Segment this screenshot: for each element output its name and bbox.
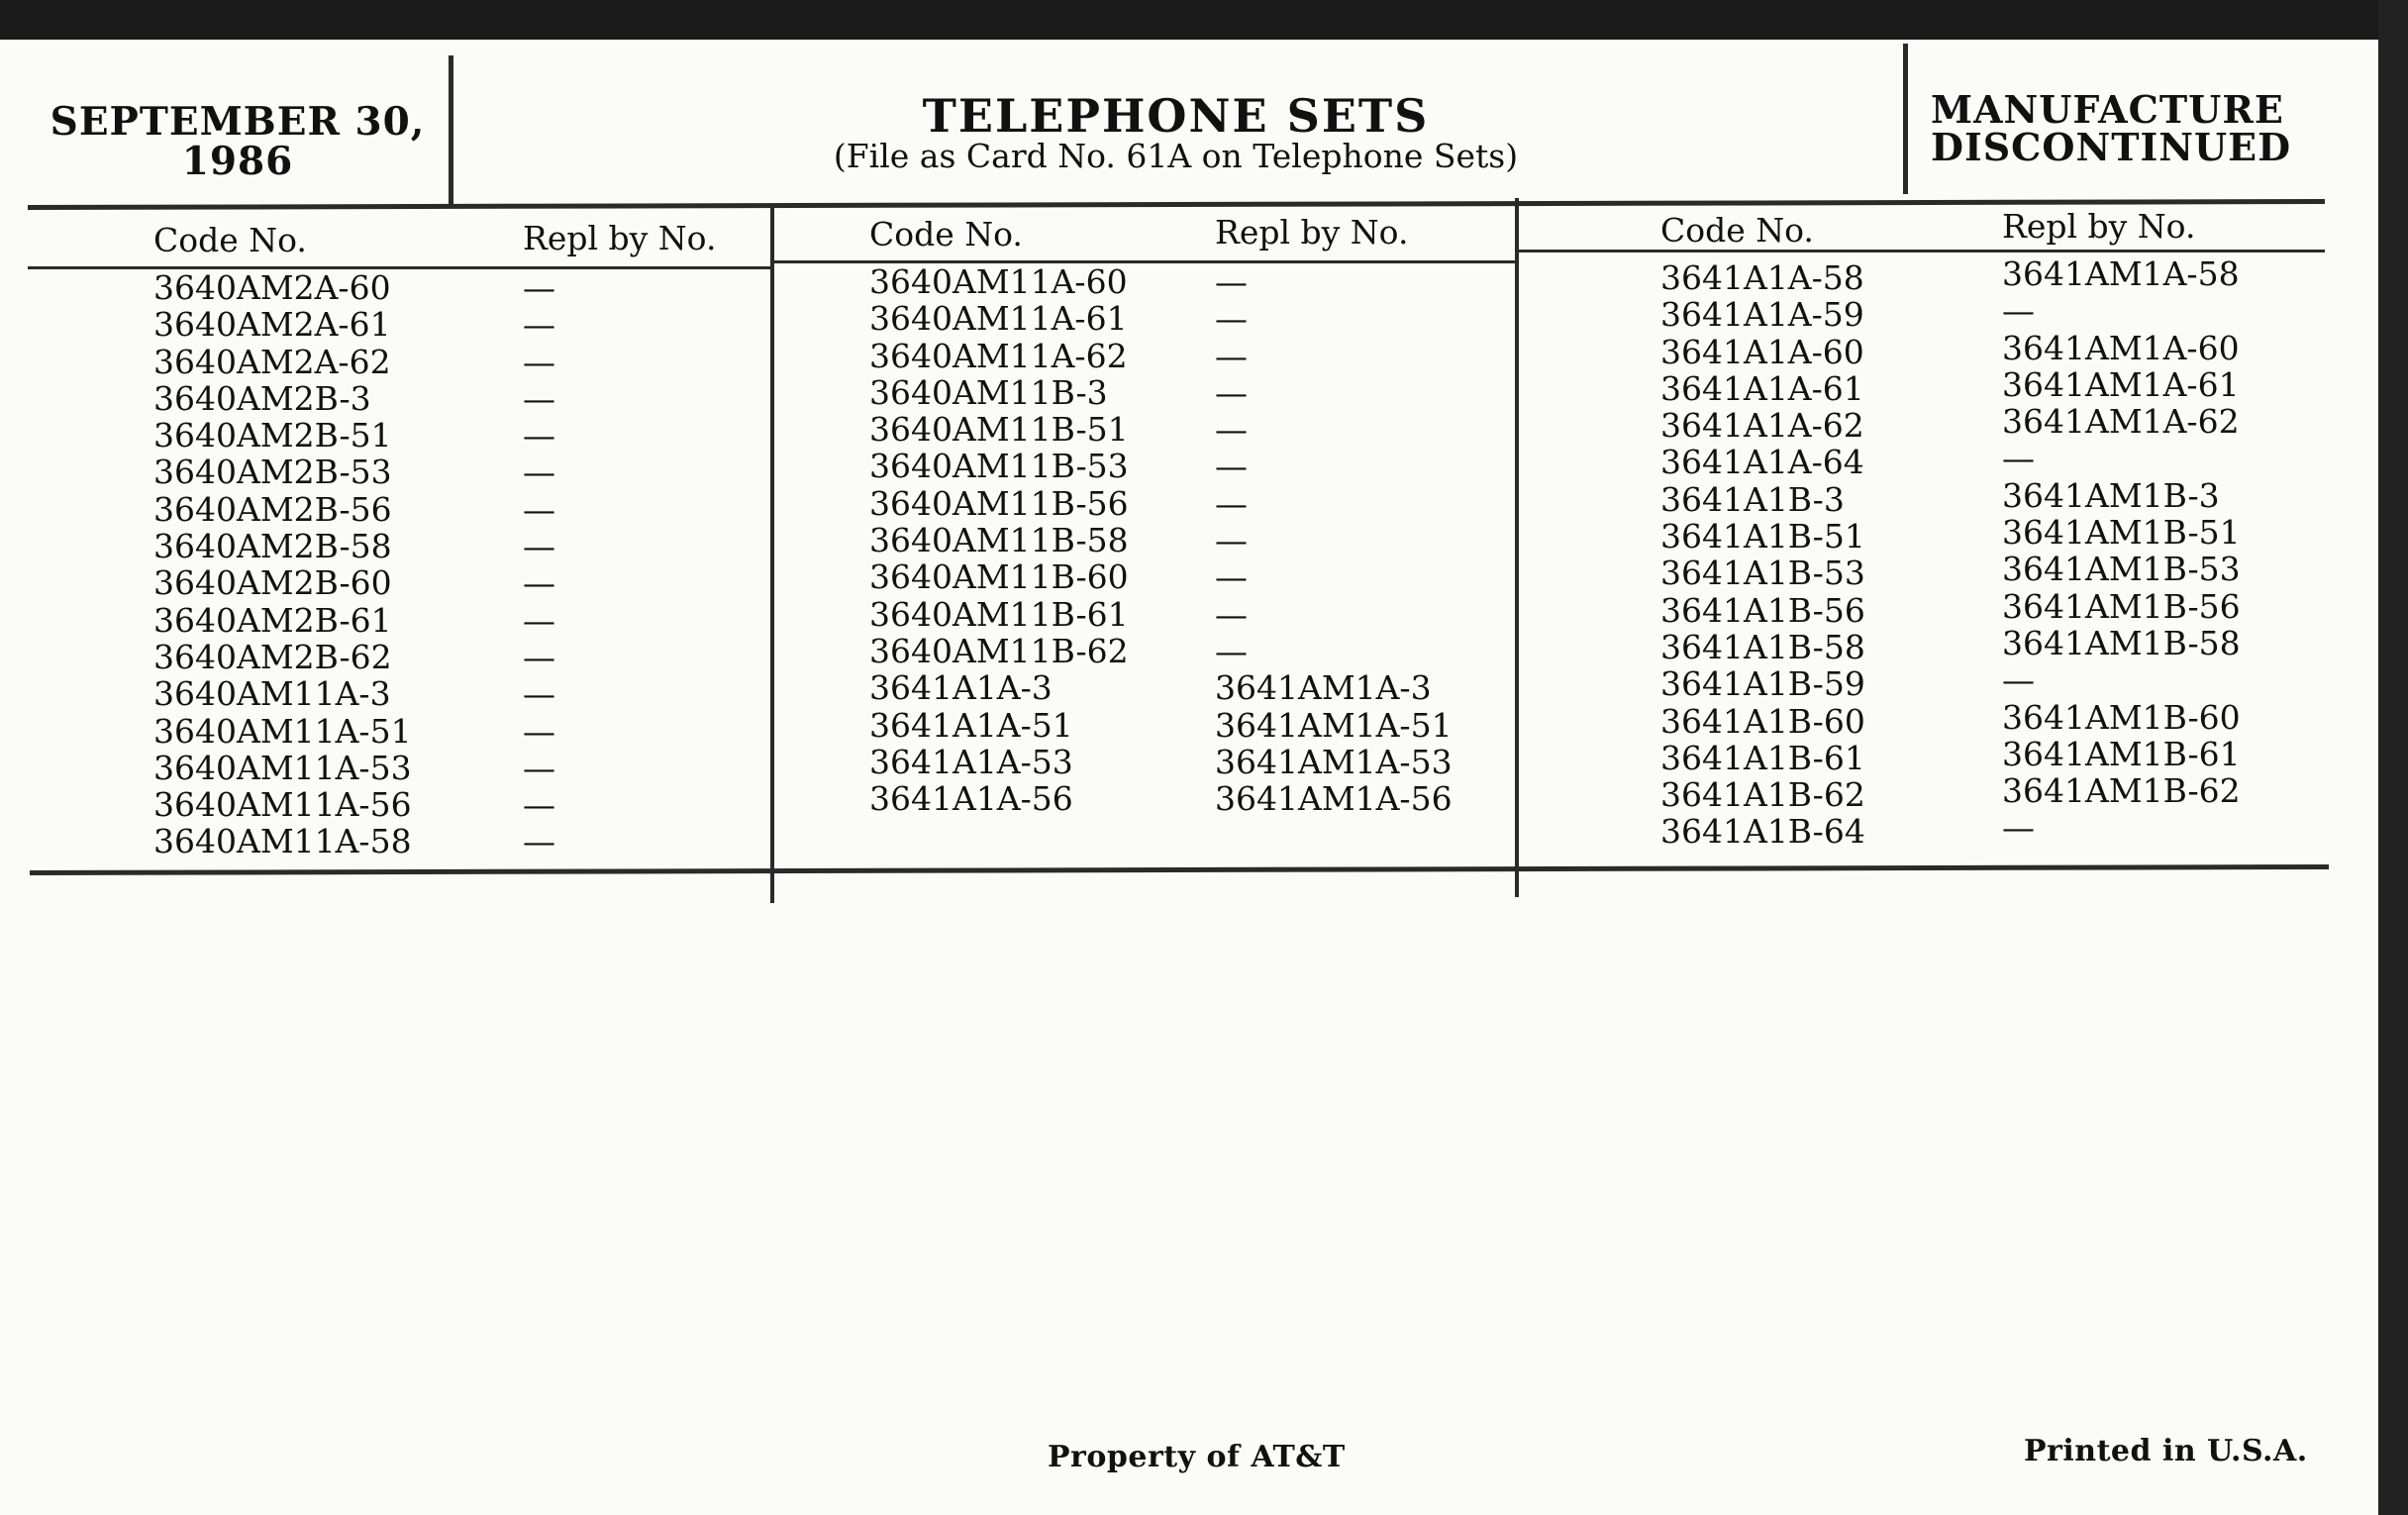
repl-cell: 3641AM1A-62 — [2002, 402, 2240, 442]
code-cell: 3641A1A-3 — [869, 668, 1053, 708]
repl-cell: 3641AM1A-3 — [1215, 668, 1432, 708]
code-cell: 3640AM11A-53 — [153, 748, 412, 787]
code-cell: 3640AM2B-53 — [153, 453, 392, 492]
group-divider-1 — [770, 204, 774, 903]
code-cell: 3640AM2B-61 — [153, 600, 392, 640]
repl-cell: — — [523, 527, 555, 566]
repl-cell: — — [523, 563, 555, 603]
code-cell: 3640AM2B-62 — [153, 637, 392, 676]
date-line-1: SEPTEMBER 30, — [50, 99, 426, 145]
code-cell: 3640AM11B-56 — [869, 483, 1129, 523]
repl-cell: — — [1215, 631, 1248, 670]
index-card — [0, 40, 2378, 1515]
footer-printed: Printed in U.S.A. — [2024, 1434, 2308, 1468]
code-list-3 — [1660, 259, 1865, 851]
code-cell: 3640AM11B-60 — [869, 557, 1129, 597]
code-cell: 3641A1A-53 — [869, 742, 1073, 781]
repl-cell: — — [1215, 372, 1248, 412]
repl-cell: — — [1215, 521, 1248, 560]
code-cell: 3640AM11B-61 — [869, 594, 1129, 634]
footer-property: Property of AT&T — [1048, 1440, 1346, 1474]
code-cell: 3640AM2B-58 — [153, 527, 392, 566]
repl-header-1: Repl by No. — [523, 219, 717, 257]
repl-cell: — — [2002, 660, 2035, 700]
code-cell: 3640AM2A-62 — [153, 342, 391, 381]
code-cell: 3641A1A-51 — [869, 705, 1073, 745]
repl-list-3 — [2002, 255, 2241, 847]
repl-cell: 3641AM1B-62 — [2002, 771, 2241, 811]
code-cell: 3641A1B-3 — [1660, 479, 1845, 519]
repl-cell: — — [523, 416, 555, 455]
repl-cell: — — [523, 489, 555, 529]
repl-cell: 3641AM1B-58 — [2002, 623, 2241, 662]
repl-cell: — — [523, 674, 555, 714]
repl-cell: 3641AM1A-53 — [1215, 742, 1453, 781]
repl-cell: — — [523, 342, 555, 381]
repl-cell: — — [1215, 483, 1248, 523]
repl-cell: 3641AM1A-58 — [2002, 254, 2240, 293]
code-cell: 3640AM11B-51 — [869, 410, 1129, 450]
header-divider-right — [1903, 44, 1908, 194]
status-line-1: MANUFACTURE — [1931, 87, 2284, 132]
code-cell: 3640AM11B-53 — [869, 447, 1129, 486]
code-cell: 3640AM11A-62 — [869, 336, 1128, 375]
code-list-1 — [153, 269, 412, 860]
repl-cell: 3641AM1B-51 — [2002, 513, 2241, 553]
code-cell: 3641A1B-56 — [1660, 590, 1865, 630]
code-cell: 3641A1A-64 — [1660, 443, 1864, 482]
code-cell: 3641A1B-61 — [1660, 738, 1865, 777]
code-cell: 3640AM11A-61 — [869, 299, 1128, 339]
repl-header-2: Repl by No. — [1215, 213, 1409, 252]
repl-cell: 3641AM1A-61 — [2002, 364, 2240, 404]
repl-cell: — — [1215, 594, 1248, 634]
header-divider-left — [449, 55, 453, 204]
repl-cell: — — [523, 378, 555, 418]
repl-cell: — — [1215, 262, 1248, 301]
code-cell: 3641A1A-56 — [869, 779, 1073, 819]
table-bottom-rule — [30, 864, 2329, 875]
code-cell: 3640AM11A-56 — [153, 785, 412, 825]
code-cell: 3641A1A-60 — [1660, 332, 1864, 371]
repl-cell: — — [523, 453, 555, 492]
code-cell: 3640AM11A-60 — [869, 262, 1128, 301]
page-title: TELEPHONE SETS — [922, 89, 1430, 143]
repl-cell: 3641AM1A-56 — [1215, 779, 1453, 819]
repl-cell: — — [523, 637, 555, 676]
code-cell: 3641A1B-60 — [1660, 701, 1865, 741]
repl-header-3: Repl by No. — [2002, 207, 2196, 246]
group-divider-2 — [1515, 198, 1519, 897]
repl-cell: — — [523, 600, 555, 640]
column-header-rule-3 — [1519, 250, 2325, 252]
repl-cell: — — [1215, 447, 1248, 486]
code-cell: 3641A1B-64 — [1660, 812, 1865, 852]
code-cell: 3641A1B-53 — [1660, 554, 1865, 593]
code-cell: 3641A1A-59 — [1660, 295, 1864, 335]
code-header-3: Code No. — [1660, 211, 1814, 250]
repl-cell: — — [523, 268, 555, 307]
repl-cell: — — [2002, 439, 2035, 478]
code-cell: 3640AM2B-60 — [153, 563, 392, 603]
code-cell: 3640AM11A-58 — [153, 822, 412, 861]
repl-cell: — — [523, 305, 555, 345]
repl-cell: — — [2002, 291, 2035, 331]
code-cell: 3640AM11A-51 — [153, 711, 412, 751]
repl-cell: — — [523, 785, 555, 825]
code-cell: 3641A1A-58 — [1660, 258, 1864, 297]
code-header-2: Code No. — [869, 215, 1023, 253]
code-cell: 3640AM2B-56 — [153, 489, 392, 529]
repl-cell: — — [1215, 299, 1248, 339]
repl-cell: 3641AM1A-60 — [2002, 328, 2240, 367]
header-rule — [28, 199, 2325, 210]
repl-cell: — — [1215, 336, 1248, 375]
code-list-2 — [869, 263, 1129, 817]
code-header-1: Code No. — [153, 221, 307, 259]
code-cell: 3640AM11B-58 — [869, 521, 1129, 560]
code-cell: 3641A1B-51 — [1660, 517, 1865, 556]
status-line-2: DISCONTINUED — [1931, 125, 2292, 169]
code-cell: 3640AM11A-3 — [153, 674, 391, 714]
repl-cell: 3641AM1B-56 — [2002, 586, 2241, 626]
code-cell: 3640AM2A-60 — [153, 268, 391, 307]
code-cell: 3640AM2A-61 — [153, 305, 391, 345]
code-cell: 3640AM11B-3 — [869, 372, 1108, 412]
repl-cell: 3641AM1B-61 — [2002, 734, 2241, 773]
repl-list-2 — [1215, 263, 1453, 817]
code-cell: 3641A1B-59 — [1660, 664, 1865, 704]
repl-cell: — — [523, 711, 555, 751]
repl-cell: — — [1215, 557, 1248, 597]
date-line-2: 1986 — [181, 139, 294, 184]
scan-edge — [2378, 0, 2408, 1515]
code-cell: 3640AM11B-62 — [869, 631, 1129, 670]
repl-cell: — — [523, 748, 555, 787]
repl-cell: 3641AM1B-60 — [2002, 697, 2241, 737]
repl-cell: 3641AM1A-51 — [1215, 705, 1453, 745]
repl-list-1 — [523, 269, 555, 860]
repl-cell: — — [2002, 808, 2035, 848]
page-subtitle: (File as Card No. 61A on Telephone Sets) — [833, 137, 1519, 175]
repl-cell: 3641AM1B-53 — [2002, 550, 2241, 589]
code-cell: 3641A1B-58 — [1660, 627, 1865, 666]
code-cell: 3641A1B-62 — [1660, 775, 1865, 815]
repl-cell: 3641AM1B-3 — [2002, 475, 2220, 515]
code-cell: 3641A1A-62 — [1660, 406, 1864, 446]
code-cell: 3640AM2B-51 — [153, 416, 392, 455]
code-cell: 3640AM2B-3 — [153, 378, 371, 418]
repl-cell: — — [523, 822, 555, 861]
code-cell: 3641A1A-61 — [1660, 368, 1864, 408]
repl-cell: — — [1215, 410, 1248, 450]
